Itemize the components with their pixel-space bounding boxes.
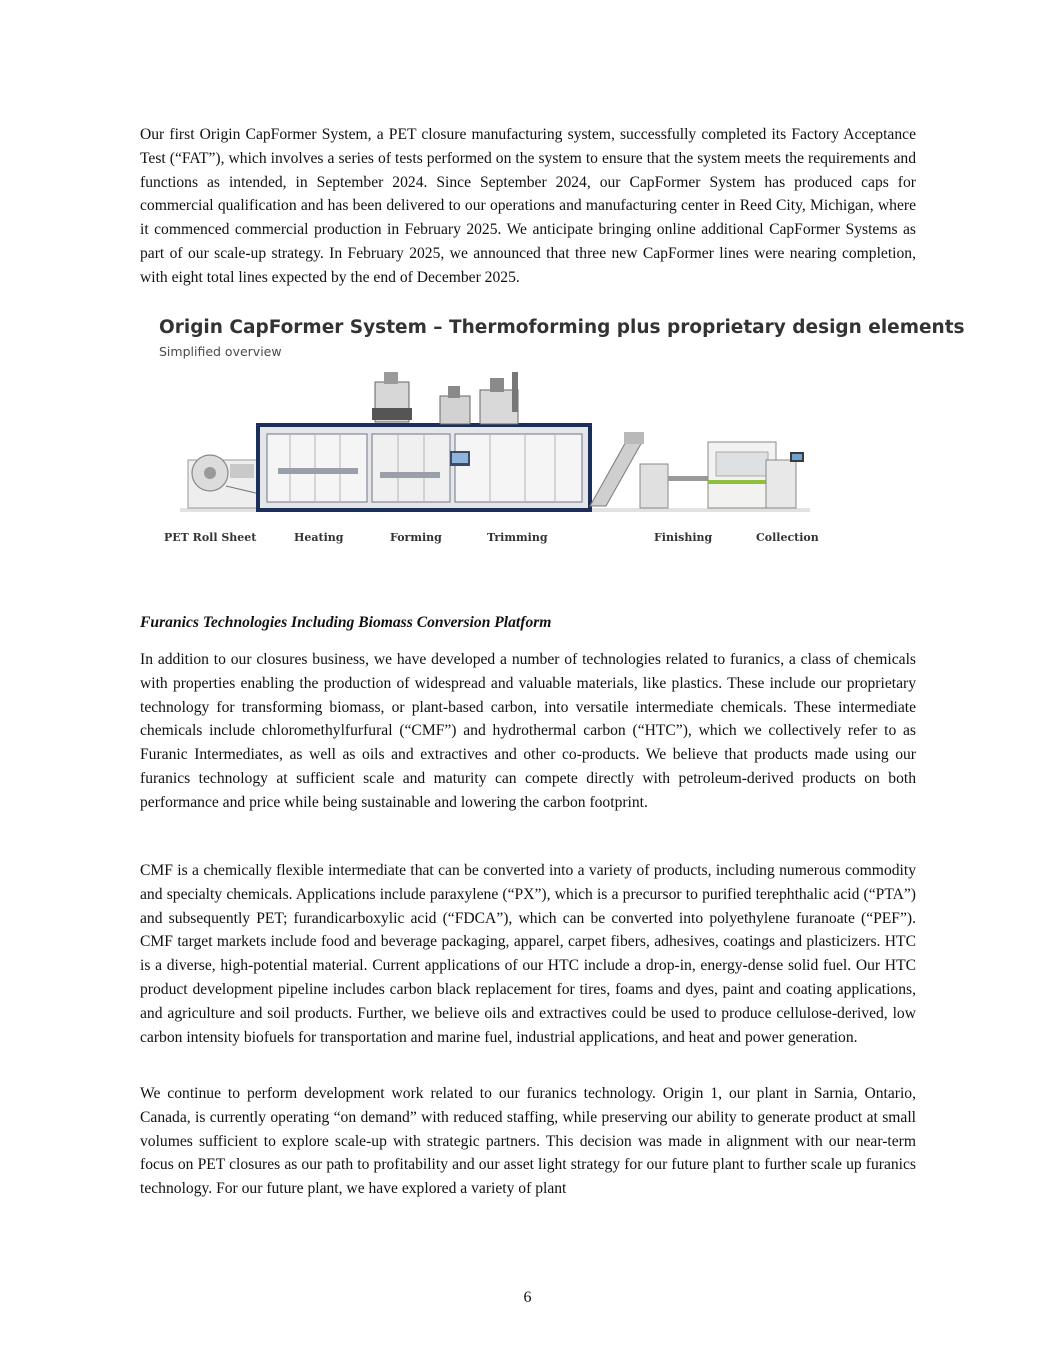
capformer-figure [150, 310, 965, 578]
stage-label-heating: Heating [294, 531, 344, 544]
capformer-paragraph: Our first Origin CapFormer System, a PET closure manufacturing system, successfully completed its Factory Acceptance Test (“FAT”), which involves a series of tests performed on the system to ensure that the system meets the requirements and functions as intended, in September 2024. Since September 2024, our CapFormer System has produced caps for commercial qualification and has been delivered to our operations and manufacturing center in Reed City, Michigan, where it commenced commercial production in February 2025. We anticipate bringing online additional CapFormer Systems as part of our scale-up strategy. In February 2025, we announced that three new CapFormer lines were nearing completion, with eight total lines expected by the end of December 2025. [140, 126, 916, 286]
page-number: 6 [523, 1289, 532, 1306]
development-paragraph: We continue to perform development work related to our furanics technology. Origin 1, our plant in Sarnia, Ontario, Canada, is currently operating “on demand” with reduced staffing, while preserving our ability to generate product at small volumes sufficient to explore scale-up with strategic partners. This decision was made in alignment with our near-term focus on PET closures as our path to profitability and our asset light strategy for our future plant to further scale up furanics technology. For our future plant, we have explored a variety of plant [140, 1085, 916, 1198]
collection-unit [708, 442, 804, 508]
pet-roll-unit [188, 455, 260, 508]
thermoformer-main-frame [258, 425, 590, 510]
furanics-intro-paragraph: In addition to our closures business, we have developed a number of technologies related to furanics, a class of chemicals with properties enabling the production of widespread and valuable materials, like plastics. These include our proprietary technology for transforming biomass, or plant-based carbon, into versatile intermediate chemicals. These intermediate chemicals include chloromethylfurfural (“CMF”) and hydrothermal carbon (“HTC”), which we collectively refer to as Furanic Intermediates, as well as oils and extractives and other co-products. We believe that products made using our furanics technology at sufficient scale and maturity can compete directly with petroleum-derived products on both performance and price while being sustainable and lowering the carbon footprint. [140, 651, 916, 811]
figure-title: Origin CapFormer System – Thermoforming plus proprietary design elements [159, 317, 965, 338]
stage-label-forming: Forming [390, 531, 442, 544]
stage-label-finishing: Finishing [654, 531, 713, 544]
press-actuators [372, 372, 518, 424]
stage-label-pet-roll-sheet: PET Roll Sheet [164, 531, 257, 544]
capformer-machine-illustration [150, 368, 910, 528]
stage-label-trimming: Trimming [487, 531, 548, 544]
figure-subtitle: Simplified overview [159, 344, 282, 359]
cmf-paragraph: CMF is a chemically flexible intermediate that can be converted into a variety of products, including numerous commodity and specialty chemicals. Applications include paraxylene (“PX”), which is a precursor to purified terephthalic acid (“PTA”) and subsequently PET; furandicarboxylic acid (“FDCA”), which can be converted into polyethylene furanoate (“PEF”). CMF target markets include food and beverage packaging, apparel, carpet fibers, adhesives, coatings and plasticizers. HTC is a diverse, high-potential material. Current applications of our HTC include a drop-in, energy-dense solid fuel. Our HTC product development pipeline includes carbon black replacement for tires, foams and dyes, paint and coating applications, and agriculture and soil products. Further, we believe oils and extractives could be used to produce cellulose-derived, low carbon intensity biofuels for transportation and marine fuel, industrial applications, and heat and power generation. [140, 862, 916, 1046]
stage-label-collection: Collection [756, 531, 819, 544]
section-heading: Furanics Technologies Including Biomass Conversion Platform [140, 614, 552, 631]
finishing-conveyor [590, 432, 708, 508]
